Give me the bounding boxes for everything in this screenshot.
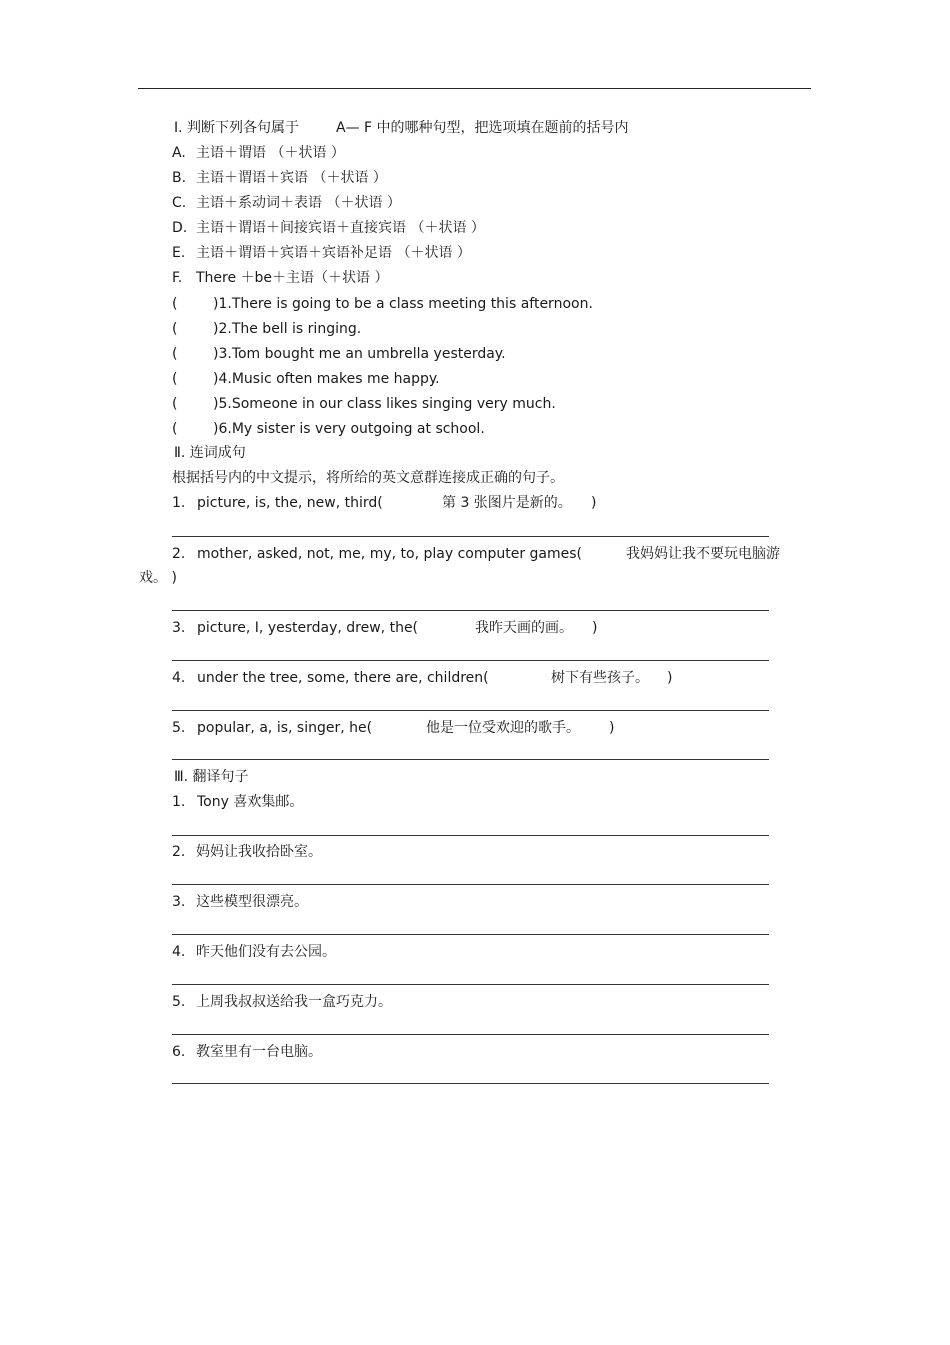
- translate-prompt: 妈妈让我收拾卧室。: [196, 844, 322, 860]
- option-text: 主语＋谓语＋宾语＋宾语补足语 （＋状语 ）: [196, 245, 471, 261]
- hint-close: ): [667, 670, 673, 686]
- option-text: 主语＋系动词＋表语 （＋状语 ）: [196, 195, 401, 211]
- answer-line[interactable]: [172, 984, 769, 985]
- option-letter: A.: [172, 145, 186, 161]
- option-letter: C.: [172, 195, 187, 211]
- answer-line[interactable]: [172, 536, 769, 537]
- item-number: 5.: [172, 994, 186, 1010]
- item-number: 2.: [172, 844, 186, 860]
- judge-item: )2.The bell is ringing.: [213, 321, 362, 337]
- answer-line[interactable]: [172, 759, 769, 760]
- chinese-hint: 他是一位受欢迎的歌手。: [426, 720, 580, 736]
- judge-item: )6.My sister is very outgoing at school.: [213, 421, 485, 437]
- hint-close: ): [592, 620, 598, 636]
- option-letter: F.: [172, 270, 183, 286]
- judge-item: )1.There is going to be a class meeting this afternoon.: [213, 296, 593, 312]
- section1-heading: Ⅰ. 判断下列各句属于: [174, 120, 300, 136]
- answer-line[interactable]: [172, 884, 769, 885]
- item-number: 4.: [172, 944, 186, 960]
- hint-close: ): [609, 720, 615, 736]
- chinese-hint-cont: 戏。 ): [139, 570, 177, 586]
- item-number: 5.: [172, 720, 186, 736]
- item-number: 4.: [172, 670, 186, 686]
- section1-heading-cont: A— F 中的哪种句型，把选项填在题前的括号内: [336, 120, 629, 136]
- answer-paren-open[interactable]: (: [172, 346, 178, 362]
- item-number: 1.: [172, 794, 186, 810]
- judge-item: )5.Someone in our class likes singing very much.: [213, 396, 556, 412]
- translate-prompt: 昨天他们没有去公园。: [196, 944, 336, 960]
- item-number: 1.: [172, 495, 186, 511]
- translate-prompt: 这些模型很漂亮。: [196, 894, 308, 910]
- judge-item: )4.Music often makes me happy.: [213, 371, 440, 387]
- scrambled-words: picture, is, the, new, third(: [197, 495, 383, 511]
- translate-prompt: 教室里有一台电脑。: [196, 1044, 322, 1060]
- section2-instruction: 根据括号内的中文提示，将所给的英文意群连接成正确的句子。: [172, 470, 564, 486]
- scrambled-words: picture, I, yesterday, drew, the(: [197, 620, 419, 636]
- option-text: 主语＋谓语＋宾语 （＋状语 ）: [196, 170, 387, 186]
- option-text: There ＋be＋主语（＋状语 ）: [196, 270, 389, 286]
- answer-paren-open[interactable]: (: [172, 421, 178, 437]
- answer-paren-open[interactable]: (: [172, 321, 178, 337]
- answer-paren-open[interactable]: (: [172, 296, 178, 312]
- scrambled-words: under the tree, some, there are, children(: [197, 670, 489, 686]
- section3-heading: Ⅲ. 翻译句子: [174, 769, 249, 785]
- item-number: 3.: [172, 894, 186, 910]
- translate-prompt: Tony 喜欢集邮。: [197, 794, 304, 810]
- header-rule: [138, 88, 811, 89]
- item-number: 6.: [172, 1044, 186, 1060]
- chinese-hint: 第 3 张图片是新的。: [442, 495, 572, 511]
- scrambled-words: mother, asked, not, me, my, to, play computer games(: [197, 546, 583, 562]
- option-letter: E.: [172, 245, 186, 261]
- section2-heading: Ⅱ. 连词成句: [174, 445, 246, 461]
- answer-line[interactable]: [172, 1034, 769, 1035]
- chinese-hint: 我昨天画的画。: [475, 620, 573, 636]
- option-text: 主语＋谓语 （＋状语 ）: [196, 145, 345, 161]
- option-text: 主语＋谓语＋间接宾语＋直接宾语 （＋状语 ）: [196, 220, 485, 236]
- scrambled-words: popular, a, is, singer, he(: [197, 720, 373, 736]
- hint-close: ): [591, 495, 597, 511]
- chinese-hint: 树下有些孩子。: [551, 670, 649, 686]
- option-letter: D.: [172, 220, 188, 236]
- answer-line[interactable]: [172, 710, 769, 711]
- answer-line[interactable]: [172, 835, 769, 836]
- judge-item: )3.Tom bought me an umbrella yesterday.: [213, 346, 506, 362]
- translate-prompt: 上周我叔叔送给我一盒巧克力。: [196, 994, 392, 1010]
- answer-paren-open[interactable]: (: [172, 371, 178, 387]
- answer-line[interactable]: [172, 1083, 769, 1084]
- item-number: 3.: [172, 620, 186, 636]
- option-letter: B.: [172, 170, 187, 186]
- chinese-hint: 我妈妈让我不要玩电脑游: [626, 546, 780, 562]
- answer-paren-open[interactable]: (: [172, 396, 178, 412]
- answer-line[interactable]: [172, 660, 769, 661]
- answer-line[interactable]: [172, 934, 769, 935]
- item-number: 2.: [172, 546, 186, 562]
- answer-line[interactable]: [172, 610, 769, 611]
